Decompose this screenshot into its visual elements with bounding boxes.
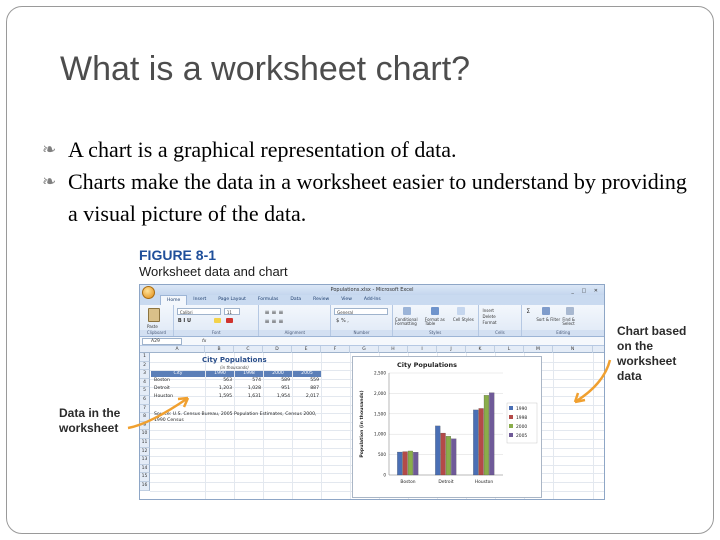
table-cell: 563	[223, 378, 232, 383]
ribbon-group-label: Editing	[522, 330, 604, 336]
number-format-icons[interactable]: $ % ,	[336, 318, 349, 324]
ribbon-group-label: Number	[331, 330, 392, 336]
table-cell: 951	[281, 386, 290, 391]
row-header-5[interactable]: 5	[140, 387, 150, 396]
table-cell: 589	[281, 378, 290, 383]
tab-formulas[interactable]: Formulas	[257, 297, 279, 302]
table-title: City Populations	[202, 356, 267, 364]
bullet-text: A chart is a graphical representation of data.	[68, 137, 457, 162]
y-tick-label: 2,000	[374, 390, 386, 396]
row-header-12[interactable]: 12	[140, 448, 150, 457]
row-header-9[interactable]: 9	[140, 422, 150, 431]
y-tick-label: 2,500	[374, 370, 386, 376]
column-header-b[interactable]: B	[205, 346, 234, 353]
column-header-h[interactable]: H	[379, 346, 408, 353]
tab-page-layout[interactable]: Page Layout	[218, 297, 246, 302]
font-size-value: 11	[226, 310, 232, 315]
table-cell: 1,203	[218, 386, 232, 391]
table-cell: 1,595	[218, 394, 232, 399]
window-controls-icon[interactable]: _ □ ✕	[571, 288, 601, 294]
office-button-icon[interactable]	[142, 286, 155, 299]
table-header-2000: 2000	[264, 371, 292, 377]
table-cell: 2,017	[305, 394, 319, 399]
column-header-g[interactable]: G	[350, 346, 379, 353]
insert-cells-button[interactable]: Insert	[482, 308, 495, 313]
table-cell: 574	[252, 378, 261, 383]
row-header-7[interactable]: 7	[140, 405, 150, 414]
legend-label-2005: 2005	[516, 434, 528, 439]
tab-insert[interactable]: Insert	[193, 297, 207, 302]
font-name-value: Calibri	[179, 310, 193, 315]
bold-italic-underline-icons[interactable]: B I U	[177, 318, 192, 324]
delete-cells-button[interactable]: Delete	[482, 314, 496, 319]
column-header-i[interactable]: I	[408, 346, 437, 353]
y-axis-label: Population (in thousands)	[360, 390, 365, 458]
callout-line: on the	[617, 339, 653, 353]
paste-label: Paste	[147, 324, 158, 329]
column-header-d[interactable]: D	[263, 346, 292, 353]
row-header-14[interactable]: 14	[140, 465, 150, 474]
table-cell: 887	[310, 386, 319, 391]
align-left-icons[interactable]: ≡ ≡ ≡	[264, 318, 284, 325]
row-header-1[interactable]: 1	[140, 353, 150, 362]
row-header-4[interactable]: 4	[140, 379, 150, 388]
align-top-icons[interactable]: ≡ ≡ ≡	[264, 309, 284, 316]
column-header-j[interactable]: J	[437, 346, 466, 353]
tab-data[interactable]: Data	[290, 297, 302, 302]
slide-title: What is a worksheet chart?	[60, 50, 471, 88]
find-select-label: Find & Select	[562, 317, 575, 326]
sort-filter-label: Sort & Filter	[536, 317, 561, 322]
y-tick-label: 1,500	[374, 411, 386, 417]
legend-label-1998: 1998	[516, 416, 528, 421]
tab-view[interactable]: View	[341, 297, 352, 302]
ribbon-group-label: Clipboard	[140, 330, 173, 336]
callout-line: Chart based	[617, 324, 687, 338]
x-tick-label: Boston	[400, 480, 416, 485]
table-cell: Boston	[154, 378, 170, 383]
table-header-2005: 2005	[293, 371, 321, 377]
callout-line: worksheet	[617, 354, 677, 368]
arrow-left-icon	[128, 398, 188, 428]
column-header-a[interactable]: A	[150, 346, 205, 353]
y-tick-label: 0	[383, 472, 386, 478]
row-header-6[interactable]: 6	[140, 396, 150, 405]
tab-review[interactable]: Review	[313, 297, 330, 302]
conditional-formatting-label: Conditional Formatting	[394, 317, 418, 326]
ribbon-group-label: Alignment	[259, 330, 330, 336]
callout-line: data	[617, 369, 642, 383]
fx-icon[interactable]: fx	[202, 339, 207, 344]
row-header-10[interactable]: 10	[140, 430, 150, 439]
row-header-3[interactable]: 3	[140, 370, 150, 379]
table-header-1998: 1998	[235, 371, 263, 377]
ribbon-group-label: Styles	[393, 330, 478, 336]
table-subtitle: (in thousands)	[220, 365, 249, 370]
sum-icon[interactable]: Σ	[526, 308, 531, 315]
leaf-bullet-icon: ❧	[42, 172, 57, 192]
bullet-text: Charts make the data in a worksheet easier to understand by providing a visual picture of the data.	[68, 169, 687, 226]
table-cell: 1,954	[276, 394, 290, 399]
column-header-k[interactable]: K	[466, 346, 495, 353]
format-as-table-label: Format as Table	[424, 317, 445, 326]
legend-label-1990: 1990	[516, 407, 528, 412]
callout-line: worksheet	[59, 421, 119, 435]
tab-home[interactable]: Home	[160, 295, 187, 305]
x-tick-label: Houston	[474, 480, 494, 485]
table-cell: 1,028	[247, 386, 261, 391]
x-tick-label: Detroit	[438, 480, 454, 485]
table-cell: 559	[310, 378, 319, 383]
row-header-11[interactable]: 11	[140, 439, 150, 448]
column-header-e[interactable]: E	[292, 346, 321, 353]
window-title: Populations.xlsx - Microsoft Excel	[330, 287, 414, 293]
number-format-value: General	[337, 310, 353, 315]
arrow-right-icon	[575, 360, 610, 402]
ribbon-group-label: Cells	[479, 330, 522, 336]
table-cell: Detroit	[154, 386, 170, 391]
row-header-8[interactable]: 8	[140, 413, 150, 422]
column-header-f[interactable]: F	[321, 346, 350, 353]
cell-styles-label: Cell Styles	[452, 317, 474, 322]
format-cells-button[interactable]: Format	[482, 320, 497, 325]
tab-add-ins[interactable]: Add-Ins	[363, 297, 381, 302]
column-header-c[interactable]: C	[234, 346, 263, 353]
row-header-16[interactable]: 16	[140, 482, 150, 491]
row-header-2[interactable]: 2	[140, 362, 150, 371]
column-header-n[interactable]: N	[553, 346, 593, 353]
table-header-city: City	[151, 371, 205, 377]
leaf-bullet-icon: ❧	[42, 140, 57, 160]
row-header-13[interactable]: 13	[140, 456, 150, 465]
y-tick-label: 1,000	[374, 431, 386, 437]
table-cell: 1,631	[247, 394, 261, 399]
figure-caption: Worksheet data and chart	[139, 264, 288, 279]
y-tick-label: 500	[378, 452, 386, 458]
column-header-l[interactable]: L	[495, 346, 524, 353]
table-header-1990: 1990	[206, 371, 234, 377]
name-box[interactable]: A29	[142, 338, 182, 345]
ribbon-group-label: Font	[174, 330, 259, 336]
source-note: Source: U.S. Census Bureau, 2005 Population Estimates, Census 2000, 1990 Census	[154, 412, 317, 423]
table-cell: Houston	[154, 394, 174, 399]
chart-title: City Populations	[396, 361, 458, 369]
legend-label-2000: 2000	[516, 425, 528, 430]
figure-number: FIGURE 8-1	[139, 247, 217, 263]
column-header-m[interactable]: M	[524, 346, 553, 353]
row-header-15[interactable]: 15	[140, 473, 150, 482]
callout-line: Data in the	[59, 406, 121, 420]
